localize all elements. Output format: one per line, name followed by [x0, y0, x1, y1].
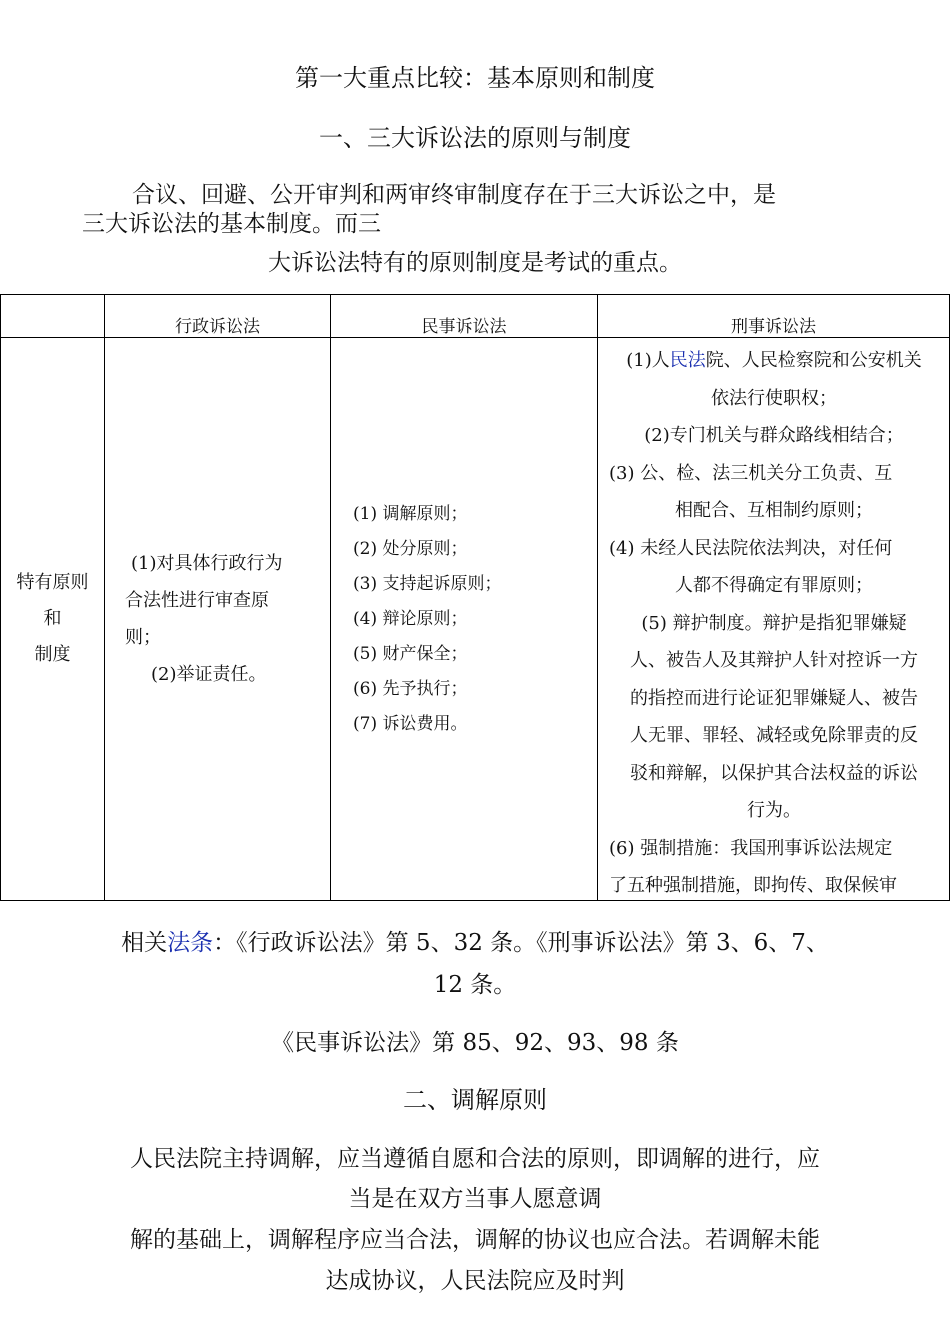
list-item: (5) 财产保全；	[353, 643, 468, 664]
table-row	[1, 338, 950, 901]
header-civil: 民事诉讼法	[331, 295, 598, 338]
list-item: (6) 先予执行；	[353, 678, 468, 699]
paragraph-line-4: 达成协议，人民法院应及时判	[325, 1268, 625, 1294]
list-item: (2) 处分原则；	[353, 538, 468, 559]
criminal-line: (1)人民法院、人民检察院和公安机关	[626, 350, 922, 371]
paragraph-line-2: 当是在双方当事人愿意调	[348, 1186, 602, 1212]
related-laws-line-2: 12 条。	[433, 972, 517, 998]
section-heading-2: 二、调解原则	[403, 1086, 547, 1114]
section-heading-1: 一、三大诉讼法的原则与制度	[319, 124, 631, 152]
link-text[interactable]: 法条	[167, 930, 214, 956]
civil-cell	[331, 338, 598, 901]
header-empty	[1, 295, 105, 338]
list-item: (4) 辩论原则；	[353, 608, 468, 629]
list-item: (3) 支持起诉原则；	[353, 573, 502, 594]
list-item: (1) 调解原则；	[353, 503, 468, 524]
admin-cell: (1)对具体行政行为 合法性进行审查原 则； (2)举证责任。	[105, 338, 331, 901]
comparison-table	[0, 294, 950, 901]
related-laws-line-3: 《民事诉讼法》第 85、92、93、98 条	[271, 1030, 679, 1056]
header-admin: 行政诉讼法	[105, 295, 331, 338]
criminal-cell: (1)人民法院、人民检察院和公安机关 依法行使职权； (2)专门机关与群众路线相结合； (3) 公、检、法三机关分工负责、互 相配合、互相制约原则； (4) 未经人民法院依法判决，对任何 人都不得确定有罪原则； (5) 辩护制度。辩护是指犯罪嫌疑 人、被告人及其辩护人针对控诉一方 的指控而进行论证犯罪嫌疑人、被告 人无罪、罪轻、减轻或免除罪责的反 驳和辩解，以保护其合法权益的诉讼 行为。 (6) 强制措施：我国刑事诉讼法规定 了五种强制措施，即拘传、取保候审	[598, 338, 950, 901]
paragraph-line-1: 人民法院主持调解，应当遵循自愿和合法的原则，即调解的进行，应	[130, 1146, 820, 1172]
row-label: 特有原则 和 制度	[1, 338, 105, 901]
list-item: (7) 诉讼费用。	[353, 713, 468, 734]
related-laws-line-1: 相关法条：《行政诉讼法》第 5、32 条。《刑事诉讼法》第 3、6、7、	[121, 930, 829, 956]
table-header-row	[1, 295, 950, 338]
header-criminal: 刑事诉讼法	[598, 295, 950, 338]
link-text[interactable]: 民法	[669, 350, 706, 371]
intro-line-1: 合议、回避、公开审判和两审终审制度存在于三大诉讼之中，是	[132, 182, 776, 208]
intro-line-3: 大诉讼法特有的原则制度是考试的重点。	[268, 250, 682, 276]
page-title: 第一大重点比较：基本原则和制度	[295, 64, 655, 92]
paragraph-line-3: 解的基础上，调解程序应当合法，调解的协议也应合法。若调解未能	[130, 1227, 820, 1253]
intro-line-2: 三大诉讼法的基本制度。而三	[82, 211, 381, 237]
